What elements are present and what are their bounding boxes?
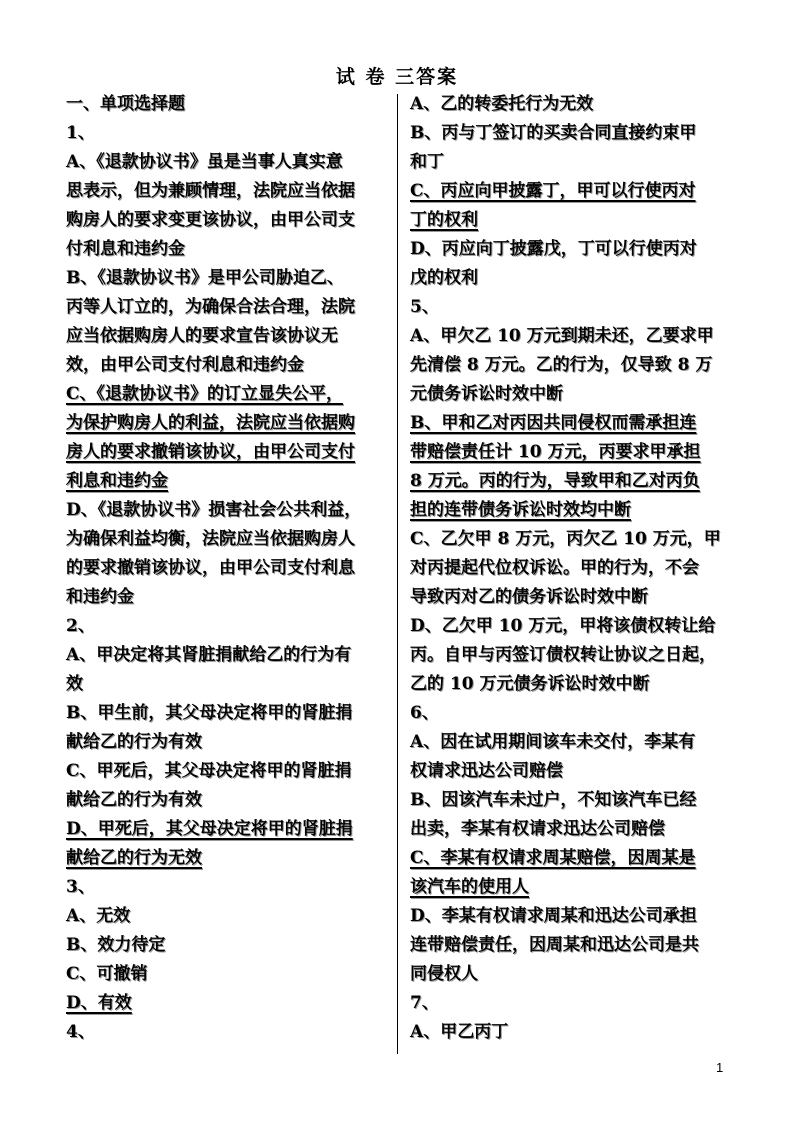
answer-line: D、丙应向丁披露戊，丁可以行使丙对	[410, 239, 697, 259]
answer-line: B、甲生前，其父母决定将甲的肾脏捐	[66, 703, 353, 723]
answer-line: D、李某有权请求周某和迅达公司承担	[410, 906, 697, 926]
answer-line: 7、	[410, 993, 439, 1013]
answer-line: 丙。自甲与丙签订债权转让协议之日起，	[410, 645, 716, 665]
answer-line: 1、	[66, 123, 95, 143]
answer-line: 效，由甲公司支付利息和违约金	[66, 355, 304, 375]
answer-line: A、无效	[66, 906, 131, 926]
answer-line: 权请求迅达公司赔偿	[410, 761, 563, 781]
answer-line: A、甲欠乙 10 万元到期未还，乙要求甲	[410, 326, 714, 346]
answer-line: 5、	[410, 297, 439, 317]
answer-line: D、《退款协议书》损害社会公共利益，	[66, 500, 362, 520]
answer-line: 和违约金	[66, 587, 134, 607]
column-divider	[397, 94, 398, 1054]
answer-line: 该汽车的使用人	[410, 877, 529, 897]
answer-line: 乙的 10 万元债务诉讼时效中断	[410, 674, 650, 694]
answer-line: 为确保利益均衡，法院应当依据购房人	[66, 529, 355, 549]
answer-line: C、丙应向甲披露丁，甲可以行使丙对	[410, 181, 696, 201]
answer-line: 效	[66, 674, 83, 694]
right-column	[410, 90, 730, 1047]
answer-line: 一、单项选择题	[66, 94, 185, 114]
answer-line: C、甲死后，其父母决定将甲的肾脏捐	[66, 761, 352, 781]
answer-line: 购房人的要求变更该协议，由甲公司支	[66, 210, 355, 230]
page-number: 1	[716, 1060, 724, 1075]
answer-line: 的要求撤销该协议，由甲公司支付利息	[66, 558, 355, 578]
answer-line: 献给乙的行为有效	[66, 732, 202, 752]
answer-line: 3、	[66, 877, 95, 897]
answer-line: 付利息和违约金	[66, 239, 185, 259]
answer-line: 同侵权人	[410, 964, 478, 984]
answer-line: 先清偿 8 万元。乙的行为，仅导致 8 万	[410, 355, 713, 375]
answer-line: B、丙与丁签订的买卖合同直接约束甲	[410, 123, 697, 143]
answer-line: C、乙欠甲 8 万元，丙欠乙 10 万元，甲	[410, 529, 721, 549]
answer-line: 丁的权利	[410, 210, 478, 230]
answer-line: 导致丙对乙的债务诉讼时效中断	[410, 587, 648, 607]
answer-line: 对丙提起代位权诉讼。甲的行为，不会	[410, 558, 699, 578]
answer-line: A、乙的转委托行为无效	[410, 94, 594, 114]
answer-line: C、可撤销	[66, 964, 148, 984]
answer-line: 8 万元。丙的行为，导致甲和乙对丙负	[410, 471, 700, 491]
answer-line: 出卖，李某有权请求迅达公司赔偿	[410, 819, 665, 839]
answer-line: C、李某有权请求周某赔偿，因周某是	[410, 848, 696, 868]
answer-line: 利息和违约金	[66, 471, 168, 491]
answer-line: 丙等人订立的，为确保合法合理，法院	[66, 297, 355, 317]
answer-line: 元债务诉讼时效中断	[410, 384, 563, 404]
answer-line: 戊的权利	[410, 268, 478, 288]
answer-line: A、甲决定将其肾脏捐献给乙的行为有	[66, 645, 352, 665]
answer-line: A、甲乙丙丁	[410, 1022, 509, 1042]
left-column	[66, 90, 386, 1047]
page-title: 试 卷 三答案	[335, 66, 459, 88]
answer-line: 房人的要求撤销该协议，由甲公司支付	[66, 442, 355, 462]
answer-line: 献给乙的行为无效	[66, 848, 202, 868]
answer-line: B、效力待定	[66, 935, 166, 955]
answer-line: 连带赔偿责任，因周某和迅达公司是共	[410, 935, 699, 955]
answer-line: B、甲和乙对丙因共同侵权而需承担连	[410, 413, 697, 433]
answer-line: 2、	[66, 616, 95, 636]
answer-line: D、有效	[66, 993, 132, 1013]
answer-line: 6、	[410, 703, 439, 723]
answer-line: 为保护购房人的利益，法院应当依据购	[66, 413, 355, 433]
answer-line: D、甲死后，其父母决定将甲的肾脏捐	[66, 819, 353, 839]
answer-line: 4、	[66, 1022, 95, 1042]
answer-line: 带赔偿责任计 10 万元，丙要求甲承担	[410, 442, 701, 462]
answer-line: A、因在试用期间该车未交付，李某有	[410, 732, 696, 752]
answer-line: D、乙欠甲 10 万元，甲将该债权转让给	[410, 616, 716, 636]
answer-line: A、《退款协议书》虽是当事人真实意	[66, 152, 343, 172]
answer-line: B、《退款协议书》是甲公司胁迫乙、	[66, 268, 344, 288]
answer-line: 应当依据购房人的要求宣告该协议无	[66, 326, 338, 346]
answer-line: 献给乙的行为有效	[66, 790, 202, 810]
answer-line: 担的连带债务诉讼时效均中断	[410, 500, 631, 520]
answer-line: C、《退款协议书》的订立显失公平，	[66, 384, 344, 404]
answer-line: B、因该汽车未过户，不知该汽车已经	[410, 790, 697, 810]
answer-line: 和丁	[410, 152, 444, 172]
answer-line: 思表示，但为兼顾情理，法院应当依据	[66, 181, 355, 201]
